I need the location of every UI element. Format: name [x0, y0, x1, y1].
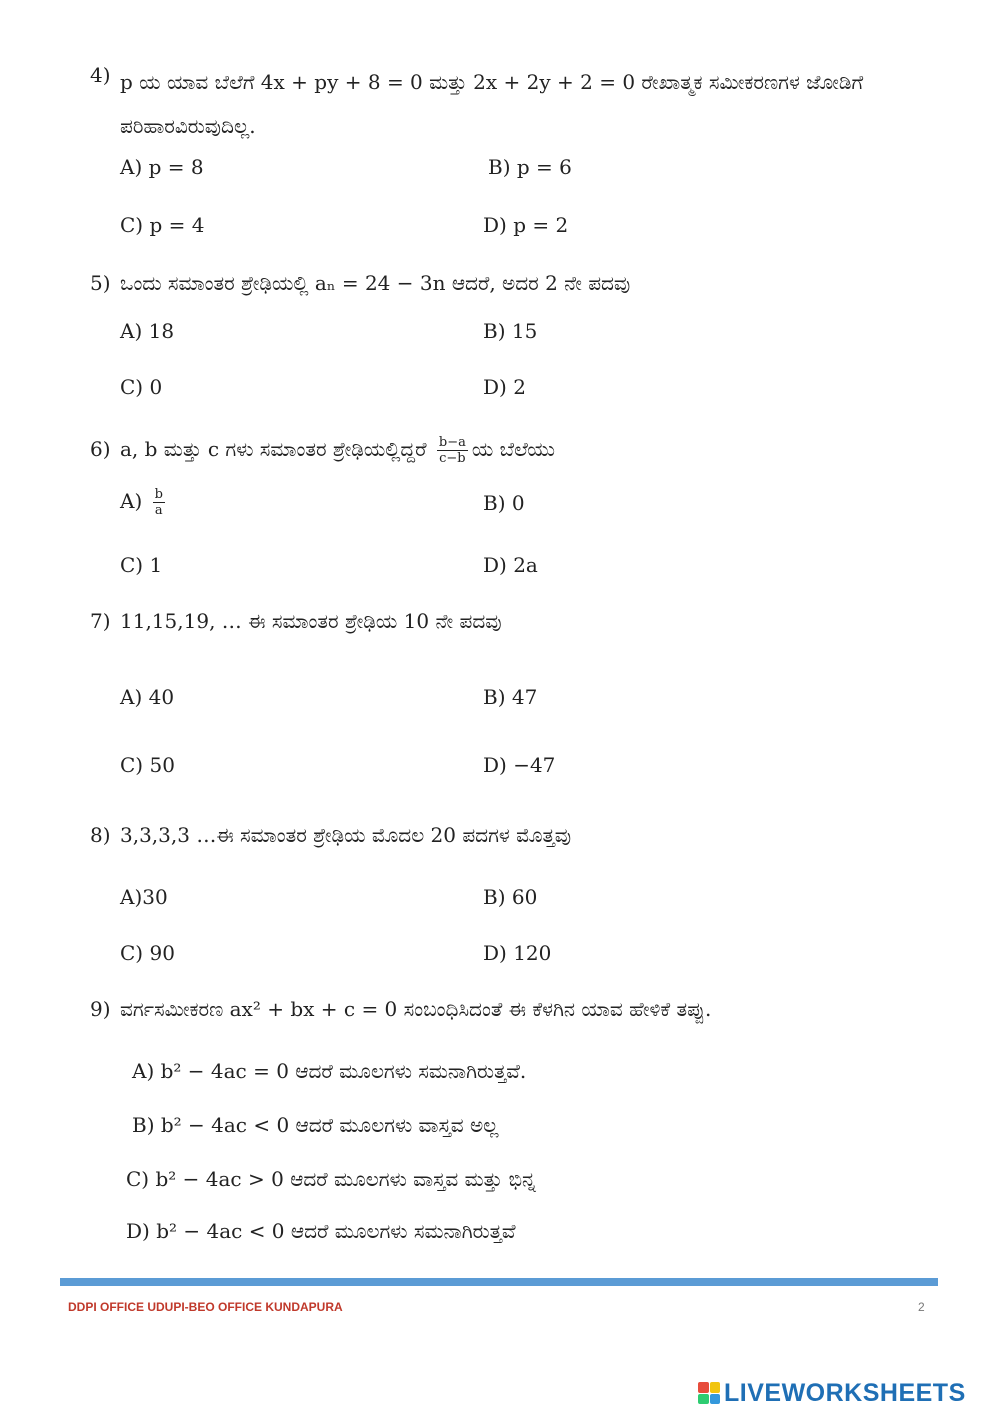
option-d: D) 2 — [483, 375, 526, 399]
question-9 — [90, 994, 711, 1024]
brand-name: LIVEWORKSHEETS — [724, 1378, 966, 1407]
option-a: A) 40 — [120, 685, 175, 709]
question-number: 8) — [90, 823, 111, 847]
question-6 — [90, 434, 555, 466]
option-a-prefix: A) — [120, 489, 143, 513]
question-8 — [90, 820, 571, 850]
question-number: 6) — [90, 437, 111, 461]
option-b: B) 47 — [483, 685, 538, 709]
option-a: A) b² − 4ac = 0 ಆದರೆ ಮೂಲಗಳು ಸಮನಾಗಿರುತ್ತವೆ. — [132, 1059, 527, 1083]
question-text: p ಯ ಯಾವ ಬೆಲೆಗೆ 4x + py + 8 = 0 ಮತ್ತು 2x + 2y + 2 = 0 ರೇಖಾತ್ಮಕ ಸಮೀಕರಣಗಳ ಜೋಡಿಗೆ ಪರಿಹಾರವಿರುವುದಿಲ್ಲ. — [120, 70, 864, 138]
option-d: D) p = 2 — [483, 213, 569, 237]
fraction-numerator: b — [154, 487, 163, 502]
question-text: ವರ್ಗಸಮೀಕರಣ ax² + bx + c = 0 ಸಂಬಂಧಿಸಿದಂತೆ ಈ ಕೆಳಗಿನ ಯಾವ ಹೇಳಿಕೆ ತಪ್ಪು. — [120, 997, 712, 1021]
option-a: A) 18 — [120, 319, 175, 343]
option-c: C) 90 — [120, 941, 175, 965]
question-number: 9) — [90, 997, 111, 1021]
option-c: C) 50 — [120, 753, 175, 777]
option-c: C) 1 — [120, 553, 163, 577]
question-text: 3,3,3,3 …ಈ ಸಮಾಂತರ ಶ್ರೇಢಿಯ ಮೊದಲ 20 ಪದಗಳ ಮೊತ್ತವು — [120, 823, 572, 847]
option-b: B) 0 — [483, 491, 525, 515]
fraction-denominator: c−b — [439, 451, 466, 466]
option-d: D) 2a — [483, 553, 538, 577]
footer-office-text: DDPI OFFICE UDUPI-BEO OFFICE KUNDAPURA — [68, 1300, 343, 1314]
fraction-denominator: a — [154, 503, 163, 518]
question-number: 4) — [90, 63, 111, 87]
option-a: A) p = 8 — [120, 155, 204, 179]
option-d: D) b² − 4ac < 0 ಆದರೆ ಮೂಲಗಳು ಸಮನಾಗಿರುತ್ತವೆ — [126, 1219, 516, 1243]
page-number: 2 — [918, 1300, 925, 1314]
question-text: ಒಂದು ಸಮಾಂತರ ಶ್ರೇಢಿಯಲ್ಲಿ aₙ = 24 − 3n ಆದರೆ, ಅದರ 2 ನೇ ಪದವು — [120, 271, 631, 295]
option-c: C) p = 4 — [120, 213, 205, 237]
question-5 — [90, 268, 630, 298]
option-a-fraction — [153, 487, 165, 518]
fraction-numerator: b−a — [438, 435, 466, 450]
liveworksheets-logo-icon — [698, 1382, 720, 1404]
question-text: 11,15,19, … ಈ ಸಮಾಂತರ ಶ್ರೇಢಿಯ 10 ನೇ ಪದವು — [120, 609, 502, 633]
question-number: 7) — [90, 609, 111, 633]
question-text: a, b ಮತ್ತು c ಗಳು ಸಮಾಂತರ ಶ್ರೇಢಿಯಲ್ಲಿದ್ದರೆ — [120, 437, 427, 461]
question-number: 5) — [90, 271, 111, 295]
option-b: B) b² − 4ac < 0 ಆದರೆ ಮೂಲಗಳು ವಾಸ್ತವ ಅಲ್ಲ — [132, 1113, 499, 1137]
option-d: D) 120 — [483, 941, 552, 965]
option-c: C) 0 — [120, 375, 163, 399]
option-b: B) 60 — [483, 885, 538, 909]
footer-divider — [60, 1278, 938, 1286]
option-a: A)30 — [120, 885, 168, 909]
fraction — [437, 435, 468, 466]
option-d: D) −47 — [483, 753, 556, 777]
liveworksheets-brand — [698, 1378, 966, 1408]
question-text-after: ಯ ಬೆಲೆಯು — [471, 437, 555, 461]
option-a — [120, 486, 169, 518]
question-7 — [90, 606, 502, 636]
option-b: B) p = 6 — [488, 155, 572, 179]
option-c: C) b² − 4ac > 0 ಆದರೆ ಮೂಲಗಳು ವಾಸ್ತವ ಮತ್ತು ಭಿನ್ನ — [126, 1167, 536, 1191]
option-b: B) 15 — [483, 319, 538, 343]
question-4 — [90, 60, 940, 148]
